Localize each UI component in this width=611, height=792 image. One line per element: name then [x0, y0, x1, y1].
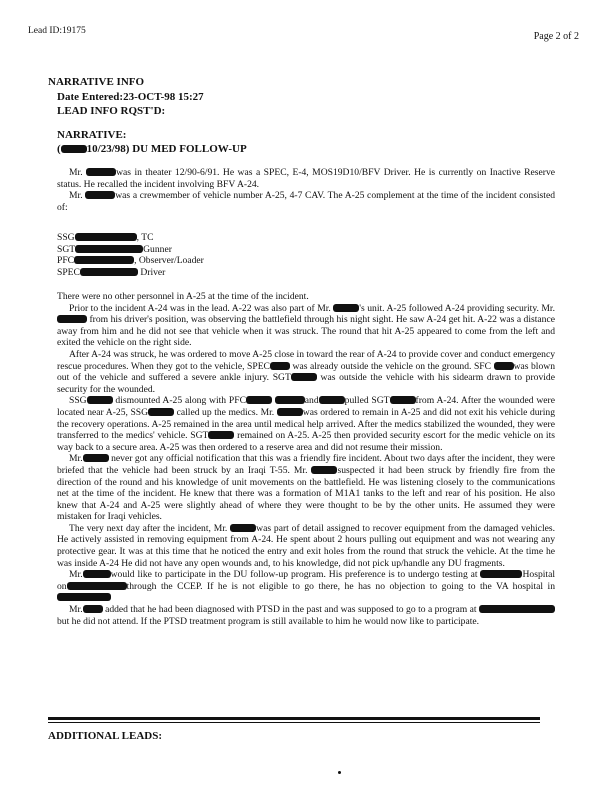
paragraph: Mr. was a crewmember of vehicle number A-25, 4-7 CAV. The A-25 complement at the time of the incident consisted of: — [57, 190, 555, 213]
redaction — [57, 593, 111, 601]
redaction — [87, 396, 113, 404]
redaction — [479, 605, 555, 613]
section-title: NARRATIVE INFO — [48, 76, 145, 88]
section-divider-thin — [48, 722, 540, 723]
redaction — [319, 396, 345, 404]
narrative-body — [57, 291, 555, 627]
redaction — [80, 268, 138, 276]
redaction — [67, 582, 127, 590]
redaction — [494, 362, 514, 370]
redaction — [291, 373, 317, 381]
paragraph: After A-24 was struck, he was ordered to move A-25 close in toward the rear of A-24 to provide cover and conduct emergency rescue procedures. When they got to the vehicle, SPEC was already outside the vehicle on the ground. SFC was blown out of the vehicle and suffered a severe ankle injury. SGT was outside the vehicle with his sidearm drawn to provide security for the wounded. — [57, 348, 556, 395]
date-entered: Date Entered:23-OCT-98 15:27 — [57, 91, 204, 103]
redaction — [86, 168, 116, 176]
redaction — [390, 396, 416, 404]
redaction — [61, 145, 87, 153]
lead-id: Lead ID:19175 — [28, 26, 86, 36]
redaction — [75, 233, 137, 241]
redaction — [246, 396, 272, 404]
crew-member: SSG , TC — [57, 232, 154, 243]
paragraph: The very next day after the incident, Mr. was part of detail assigned to recover equipment from the damaged vehicles. He actively assisted in removing equipment from A-24. He spent about 2 hours pulling out equipment and was not wearing any protective gear. It was at this time that he noticed the entry and exit holes from the round that struck the vehicle. At the time he was inside A-24 He did not have any open wounds and, to his knowledge, did not pick up/handle any DU fragments. — [57, 522, 556, 569]
narrative-subtitle: ( 10/23/98) DU MED FOLLOW-UP — [57, 143, 247, 155]
additional-leads-title: ADDITIONAL LEADS: — [48, 730, 162, 742]
redaction — [83, 570, 111, 578]
redaction — [311, 466, 337, 474]
paragraph: Mr. would like to participate in the DU follow-up program. His preference is to undergo testing at Hospital on through the CCEP. If he is not eligible to go there, he has no objection to going to the VA hospital in — [57, 569, 555, 604]
redaction — [333, 304, 359, 312]
narrative-intro — [57, 167, 555, 213]
redaction — [75, 245, 143, 253]
crew-member: PFC , Observer/Loader — [57, 255, 204, 266]
paragraph: There were no other personnel in A-25 at the time of the incident. — [57, 291, 309, 302]
crew-member: SPEC Driver — [57, 266, 166, 278]
redaction — [275, 396, 305, 404]
paragraph: Mr. never got any official notification that this was a friendly fire incident. About two days after the incident, they were briefed that the vehicle had been struck by an Iraqi T-55. Mr. suspected it had been struck by friendly fire from the direction of the round and his knowledge of unit movements on the battlefield. He was listening closely to the communications net at the time of the incident. He knew that there was a formation of M1A1 tanks to the left and rear of his position. He also knew that A-24 and A-25 were slightly ahead of where they were thought to be by the other units. He assumed they were mistaken for Iraqi vehicles. — [57, 453, 555, 523]
redaction — [277, 408, 303, 416]
redaction — [208, 431, 234, 439]
narrative-title: NARRATIVE: — [57, 129, 127, 141]
crew-list — [57, 232, 204, 278]
scan-speck — [338, 771, 341, 774]
redaction — [57, 315, 87, 323]
redaction — [480, 570, 522, 578]
section-divider-thick — [48, 717, 540, 720]
lead-info-requested: LEAD INFO RQST'D: — [57, 105, 166, 117]
redaction — [74, 256, 134, 264]
redaction — [83, 605, 103, 613]
redaction — [270, 362, 290, 370]
crew-member: SGT Gunner — [57, 243, 172, 255]
paragraph: Mr. was in theater 12/90-6/91. He was a SPEC, E-4, MOS19D10/BFV Driver. He is currently on Inactive Reserve status. He recalled the incident involving BFV A-24. — [57, 167, 555, 190]
redaction — [148, 408, 174, 416]
page-number: Page 2 of 2 — [533, 31, 579, 42]
redaction — [83, 454, 109, 462]
paragraph: SSG dismounted A-25 along with PFC and pulled SGT from A-24. After the wounded were located near A-25, SSG called up the medics. Mr. was ordered to remain in A-25 and did not exit his vehicle during the recovery operations. A-25 remained in the area until medical help arrived. After the medics stabilized the wounded, they were transferred to the medics' vehicle. SGT remained on A-25. A-25 then provided security escort for the medic vehicle on its way back to a secure area. A-25 was then ordered to a reserve area and did not resume their mission. — [57, 395, 556, 453]
paragraph: Mr. added that he had been diagnosed with PTSD in the past and was supposed to go to a program at but he did not attend. If the PTSD treatment program is still available to him he would now like to participate. — [57, 604, 555, 627]
paragraph: Prior to the incident A-24 was in the lead. A-22 was also part of Mr. 's unit. A-25 followed A-24 providing security. Mr. from his driver's position, was observing the battlefield through his night sight. He saw A-24 get hit. A-22 was a distance away from him and he did not see that vehicle when it was struck. The round that hit A-25 appeared to come from the left and exited the vehicle on the right side. — [57, 302, 555, 349]
redaction — [85, 191, 115, 199]
redaction — [230, 524, 256, 532]
